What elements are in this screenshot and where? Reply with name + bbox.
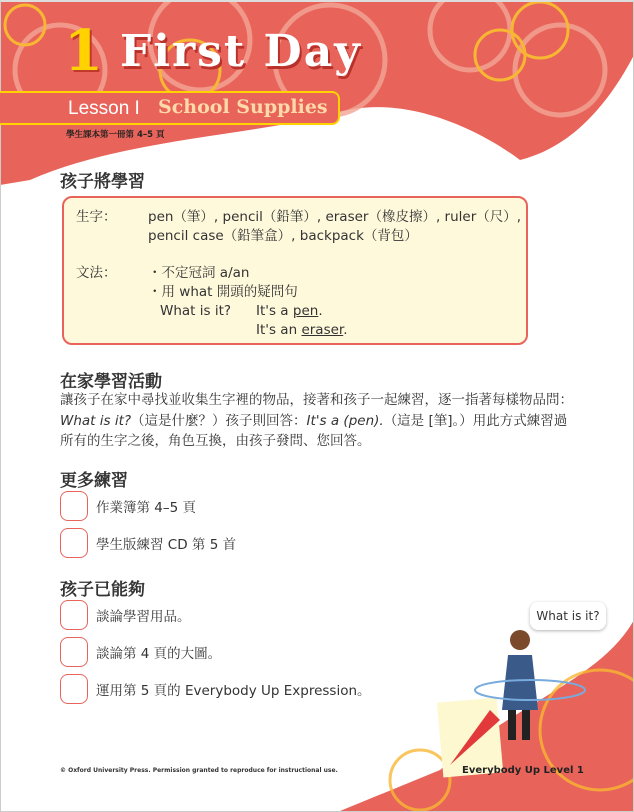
lesson-title: School Supplies	[158, 96, 328, 118]
level-label: Everybody Up Level 1	[462, 765, 584, 776]
lesson-banner	[0, 91, 340, 125]
vocab-label: 生字：	[76, 209, 117, 225]
vocab-line-1: pen（筆）, pencil（鉛筆）, eraser（橡皮擦）, ruler（尺）,	[148, 209, 522, 225]
vocab-line-2: pencil case（鉛筆盒）, backpack（背包）	[148, 228, 418, 244]
checkbox[interactable]	[60, 600, 88, 630]
checkbox[interactable]	[60, 637, 88, 667]
unit-number: 1	[64, 18, 103, 84]
grammar-bullet-2: ・用 what 開頭的疑問句	[148, 284, 298, 300]
grammar-bullet-1: ・不定冠詞 a/an	[148, 265, 250, 281]
example-question: What is it?	[160, 303, 232, 319]
home-heading: 在家學習活動	[60, 372, 162, 392]
more-heading: 更多練習	[60, 471, 128, 491]
example-answer-2: It's an eraser.	[256, 322, 348, 338]
copyright: © Oxford University Press. Permission granted to reproduce for instructional use.	[60, 767, 338, 774]
learn-heading: 孩子將學習	[60, 172, 145, 192]
more-item: 學生版練習 CD 第 5 首	[60, 528, 236, 558]
checkbox[interactable]	[60, 528, 88, 558]
checkbox[interactable]	[60, 491, 88, 521]
home-activity-text: 讓孩子在家中尋找並收集生字裡的物品，接著和孩子一起練習，逐一指著每樣物品問：What is it?（這是什麼？）孩子則回答：It's a (pen).（這是 [筆]。）用此方式練習過所有的生字之後，角色互換，由孩子發問、您回答。	[60, 392, 573, 449]
speech-bubble: What is it?	[530, 602, 606, 630]
lesson-label: Lesson I	[68, 98, 140, 119]
grammar-label: 文法：	[76, 265, 117, 281]
page-reference: 學生課本第一冊第 4–5 頁	[66, 130, 165, 140]
more-item: 作業簿第 4–5 頁	[60, 491, 196, 521]
checkbox[interactable]	[60, 674, 88, 704]
can-heading: 孩子已能夠	[60, 580, 145, 600]
can-item: 談論第 4 頁的大圖。	[60, 637, 221, 667]
example-answer-1: It's a pen.	[256, 303, 323, 319]
can-item: 談論學習用品。	[60, 600, 191, 630]
learn-box	[62, 196, 528, 345]
unit-title: First Day	[120, 26, 362, 77]
can-item: 運用第 5 頁的 Everybody Up Expression。	[60, 674, 371, 704]
